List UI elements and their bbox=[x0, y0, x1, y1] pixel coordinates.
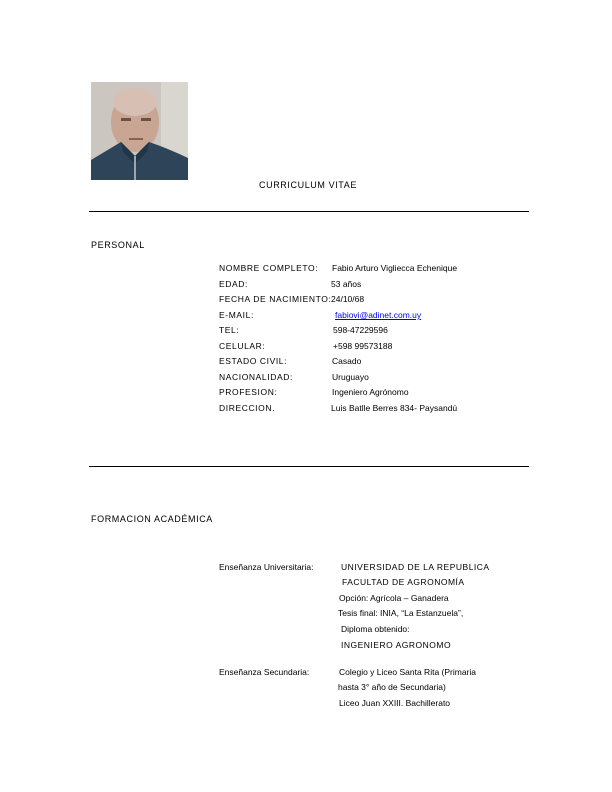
secondary-line: Liceo Juan XXIII. Bachillerato bbox=[339, 698, 451, 708]
label-direccion: DIRECCION. bbox=[219, 403, 276, 413]
label-estado-civil: ESTADO CIVIL: bbox=[219, 356, 288, 366]
label-nacionalidad: NACIONALIDAD: bbox=[219, 372, 293, 382]
email-link[interactable]: fabiovi@adinet.com.uy bbox=[335, 310, 422, 320]
value-nombre: Fabio Arturo Vigliecca Echenique bbox=[332, 263, 458, 273]
university-line: Opción: Agrícola – Ganadera bbox=[339, 593, 449, 603]
university-line: INGENIERO AGRONOMO bbox=[341, 640, 452, 650]
label-fecha-nacimiento: FECHA DE NACIMIENTO: bbox=[219, 294, 332, 304]
document-title: CURRICULUM VITAE bbox=[259, 180, 357, 190]
secondary-line: hasta 3° año de Secundaria) bbox=[338, 682, 446, 692]
section-heading-education: FORMACION ACADÉMICA bbox=[91, 514, 213, 524]
university-line: FACULTAD DE AGRONOMÍA bbox=[342, 577, 465, 587]
value-tel: 598-47229596 bbox=[333, 325, 388, 335]
label-tel: TEL: bbox=[219, 325, 240, 335]
university-line: Diploma obtenido: bbox=[341, 624, 410, 634]
portrait-image bbox=[91, 82, 188, 180]
label-secondary: Enseñanza Secundaria: bbox=[219, 667, 310, 677]
value-celular: +598 99573188 bbox=[333, 341, 393, 351]
secondary-line: Colegio y Liceo Santa Rita (Primaria bbox=[339, 667, 477, 677]
profile-photo bbox=[91, 82, 188, 180]
university-line: UNIVERSIDAD DE LA REPUBLICA bbox=[341, 562, 490, 572]
value-nacionalidad: Uruguayo bbox=[332, 372, 369, 382]
university-line: Tesis final: INIA, “La Estanzuela”, bbox=[338, 608, 464, 618]
label-university: Enseñanza Universitaria: bbox=[219, 562, 314, 572]
section-heading-personal: PERSONAL bbox=[91, 240, 145, 250]
label-profesion: PROFESION: bbox=[219, 387, 278, 397]
label-edad: EDAD: bbox=[219, 279, 248, 289]
divider bbox=[89, 211, 529, 212]
value-fecha-nacimiento: 24/10/68 bbox=[331, 294, 365, 304]
label-email: E-MAIL: bbox=[219, 310, 254, 320]
label-celular: CELULAR: bbox=[219, 341, 266, 351]
value-edad: 53 años bbox=[331, 279, 362, 289]
value-estado-civil: Casado bbox=[332, 356, 362, 366]
value-direccion: Luis Batlle Berres 834- Paysandú bbox=[331, 403, 458, 413]
label-nombre: NOMBRE COMPLETO: bbox=[219, 263, 319, 273]
value-profesion: Ingeniero Agrónomo bbox=[332, 387, 409, 397]
divider bbox=[89, 466, 529, 467]
